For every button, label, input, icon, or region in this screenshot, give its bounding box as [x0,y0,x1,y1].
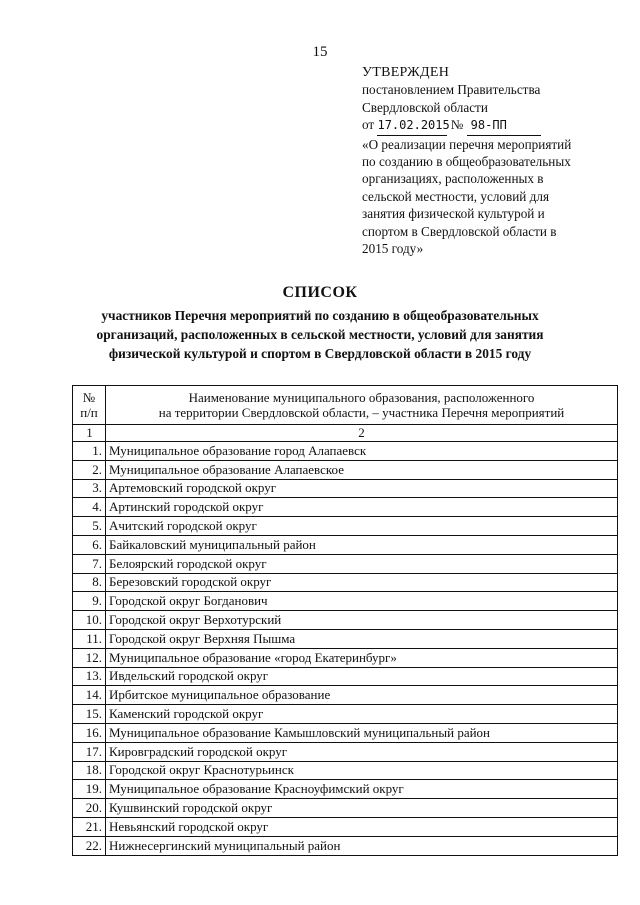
table-row [73,836,618,855]
row-number: 12. [73,648,106,667]
row-municipality-name: Нижнесергинский муниципальный район [106,836,618,855]
table-row [73,799,618,818]
row-number: 5. [73,517,106,536]
decree-title-line: по созданию в общеобразовательных [362,154,571,170]
row-number: 14. [73,686,106,705]
row-number: 20. [73,799,106,818]
row-number: 15. [73,705,106,724]
row-number: 4. [73,498,106,517]
table-row [73,479,618,498]
row-number: 17. [73,742,106,761]
page-number: 15 [312,44,328,60]
row-municipality-name: Белоярский городской округ [106,554,618,573]
row-number: 13. [73,667,106,686]
table-row [73,460,618,479]
row-municipality-name: Ачитский городской округ [106,517,618,536]
row-municipality-name: Каменский городской округ [106,705,618,724]
row-municipality-name: Березовский городской округ [106,573,618,592]
row-municipality-name: Муниципальное образование Алапаевское [106,460,618,479]
approval-line-2: Свердловской области [362,99,488,115]
table-row [73,535,618,554]
table-row [73,780,618,799]
row-municipality-name: Байкаловский муниципальный район [106,535,618,554]
decree-number: 98-ПП [467,117,541,135]
row-municipality-name: Городской округ Верхотурский [106,611,618,630]
table-row [73,498,618,517]
table-row [73,667,618,686]
column-index-row [73,425,618,442]
row-municipality-name: Ирбитское муниципальное образование [106,686,618,705]
decree-title [362,136,612,258]
row-municipality-name: Муниципальное образование Камышловский муниципальный район [106,723,618,742]
decree-title-line: 2015 году» [362,241,424,257]
row-number: 1. [73,442,106,461]
header-number [73,386,106,425]
table-row [73,573,618,592]
row-municipality-name: Городской округ Верхняя Пышма [106,629,618,648]
row-municipality-name: Муниципальное образование «город Екатеринбург» [106,648,618,667]
table-row [73,742,618,761]
row-municipality-name: Артемовский городской округ [106,479,618,498]
decree-title-line: сельской местности, условий для [362,188,550,204]
decree-title-line: организациях, расположенных в [362,171,544,187]
row-municipality-name: Муниципальное образование город Алапаевск [106,442,618,461]
table-row [73,686,618,705]
row-number: 9. [73,592,106,611]
number-sign: № [450,117,464,133]
row-municipality-name: Городской округ Богданович [106,592,618,611]
row-municipality-name: Муниципальное образование Красноуфимский округ [106,780,618,799]
row-number: 10. [73,611,106,630]
table-row [73,705,618,724]
table-header-row [73,386,618,425]
row-number: 11. [73,629,106,648]
decree-title-line: «О реализации перечня мероприятий [362,136,572,152]
row-number: 21. [73,817,106,836]
column-index-2: 2 [106,425,618,442]
header-number-line-2: п/п [80,405,98,420]
table-row [73,648,618,667]
table-row [73,723,618,742]
table-row [73,629,618,648]
table-row [73,592,618,611]
row-number: 22. [73,836,106,855]
row-number: 16. [73,723,106,742]
decree-title-line: занятия физической культурой и [362,206,545,222]
header-name-line-1: Наименование муниципального образования, расположенного [188,390,535,405]
header-number-line-1: № [82,390,96,405]
decree-title-line: спортом в Свердловской области в [362,223,557,239]
row-number: 19. [73,780,106,799]
header-name-line-2: на территории Свердловской области, – участника Перечня мероприятий [158,405,565,420]
row-municipality-name: Артинский городской округ [106,498,618,517]
row-number: 18. [73,761,106,780]
row-municipality-name: Кировградский городской округ [106,742,618,761]
row-municipality-name: Ивдельский городской округ [106,667,618,686]
row-municipality-name: Кушвинский городской округ [106,799,618,818]
header-name [106,386,618,425]
document-title-block [0,284,640,363]
date-prefix: от [362,117,375,133]
approval-block [362,64,612,257]
document-subtitle: участников Перечня мероприятий по созданию в общеобразовательных организаций, расположенных в сельской местности, условий для занятия физической культурой и спортом в Свердловской области в 2015 году [96,308,544,361]
row-municipality-name: Невьянский городской округ [106,817,618,836]
approval-line-1: постановлением Правительства [362,82,541,98]
table-row [73,554,618,573]
row-municipality-name: Городской округ Краснотурьинск [106,761,618,780]
row-number: 3. [73,479,106,498]
table-row [73,517,618,536]
approved-heading: УТВЕРЖДЕН [362,65,450,80]
column-index-1: 1 [73,425,106,442]
table-row [73,761,618,780]
decree-dateline [362,116,612,135]
table-row [73,442,618,461]
row-number: 6. [73,535,106,554]
table-row [73,817,618,836]
row-number: 2. [73,460,106,479]
document-title: СПИСОК [282,284,358,301]
row-number: 8. [73,573,106,592]
table-row [73,611,618,630]
participants-table [72,385,618,856]
row-number: 7. [73,554,106,573]
decree-date: 17.02.2015 [377,117,447,135]
